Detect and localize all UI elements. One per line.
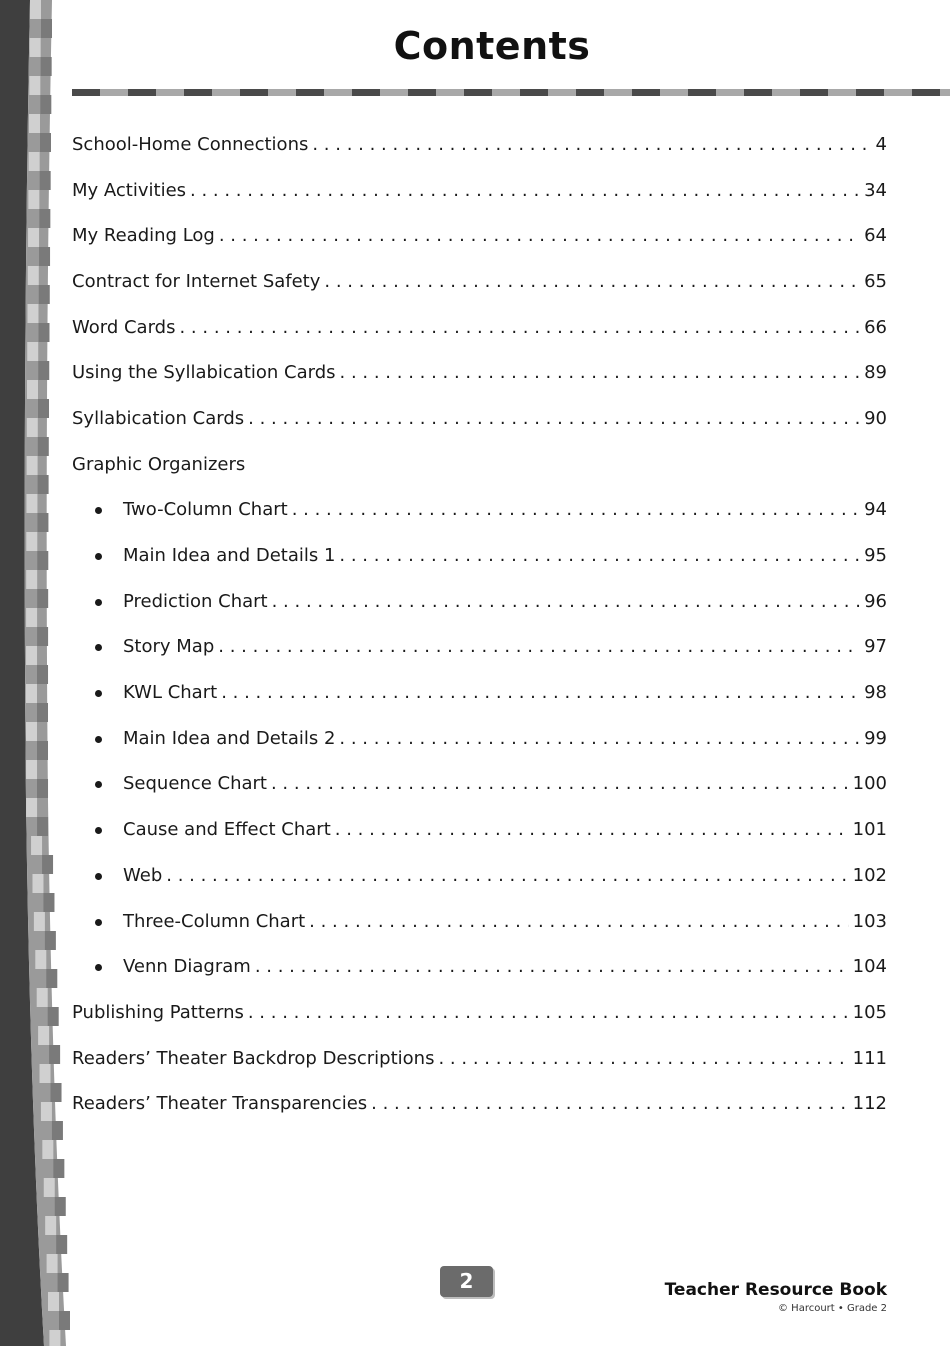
dot-leader bbox=[309, 910, 848, 934]
toc-entry-label: Syllabication Cards bbox=[72, 407, 245, 429]
toc-entry-label: My Activities bbox=[72, 179, 187, 201]
dot-leader bbox=[292, 498, 860, 522]
dot-leader bbox=[248, 407, 860, 431]
toc-entry-label: School-Home Connections bbox=[72, 133, 309, 155]
toc-entry bbox=[72, 990, 887, 1036]
toc-entry-label: Two-Column Chart bbox=[123, 499, 288, 521]
dot-leader bbox=[218, 635, 860, 659]
toc-entry-label: Web bbox=[123, 864, 163, 886]
toc-entry-label: Word Cards bbox=[72, 316, 176, 338]
toc-entry-page: 111 bbox=[852, 1047, 887, 1069]
dot-leader bbox=[272, 590, 860, 614]
toc-entry bbox=[72, 259, 887, 305]
toc-entry bbox=[72, 944, 887, 990]
dot-leader bbox=[312, 133, 871, 157]
toc-entry bbox=[72, 853, 887, 899]
toc-entry-page: 90 bbox=[864, 407, 887, 429]
toc-entry-page: 104 bbox=[852, 956, 887, 978]
toc-entry-label: Readers’ Theater Transparencies bbox=[72, 1093, 368, 1115]
toc-entry-page: 34 bbox=[864, 179, 887, 201]
dot-leader bbox=[371, 1092, 848, 1116]
toc-entry-label: Story Map bbox=[123, 636, 215, 658]
toc-entry bbox=[72, 807, 887, 853]
toc-entry-page: 112 bbox=[852, 1093, 887, 1115]
toc-entry bbox=[72, 213, 887, 259]
copyright-line: © Harcourt • Grade 2 bbox=[778, 1303, 887, 1314]
toc-entry bbox=[72, 350, 887, 396]
toc-entry bbox=[72, 533, 887, 579]
toc-entry-label: Readers’ Theater Backdrop Descriptions bbox=[72, 1047, 435, 1069]
dot-leader bbox=[255, 955, 849, 979]
toc-entry bbox=[72, 396, 887, 442]
toc-entry-page: 66 bbox=[864, 316, 887, 338]
title-divider bbox=[72, 89, 950, 96]
dot-leader bbox=[335, 818, 849, 842]
dot-leader bbox=[221, 681, 860, 705]
toc-entry bbox=[72, 305, 887, 351]
toc-entry-page: 98 bbox=[864, 682, 887, 704]
dot-leader bbox=[340, 361, 861, 385]
toc-entry bbox=[72, 122, 887, 168]
toc-entry-label: Cause and Effect Chart bbox=[123, 819, 331, 841]
toc-entry bbox=[72, 488, 887, 534]
dot-leader bbox=[166, 864, 848, 888]
dot-leader bbox=[179, 316, 860, 340]
table-of-contents bbox=[72, 122, 887, 1127]
dot-leader bbox=[339, 544, 860, 568]
toc-entry-page: 103 bbox=[852, 910, 887, 932]
toc-entry-page: 102 bbox=[852, 864, 887, 886]
toc-entry-page: 89 bbox=[864, 362, 887, 384]
dot-leader bbox=[190, 179, 860, 203]
dot-leader bbox=[248, 1001, 849, 1025]
toc-entry bbox=[72, 625, 887, 671]
toc-entry bbox=[72, 442, 887, 488]
side-binding-strip bbox=[0, 0, 70, 1346]
toc-entry-page: 4 bbox=[875, 133, 887, 155]
toc-entry-page: 101 bbox=[852, 819, 887, 841]
toc-entry-label: Venn Diagram bbox=[123, 956, 251, 978]
toc-entry-page: 96 bbox=[864, 590, 887, 612]
toc-entry bbox=[72, 579, 887, 625]
toc-entry bbox=[72, 716, 887, 762]
toc-entry-label: My Reading Log bbox=[72, 225, 215, 247]
page-number-badge: 2 bbox=[440, 1266, 493, 1297]
toc-entry-label: Graphic Organizers bbox=[72, 453, 246, 475]
toc-entry-label: Using the Syllabication Cards bbox=[72, 362, 336, 384]
toc-entry-label: Main Idea and Details 1 bbox=[123, 545, 336, 567]
toc-entry-label: Main Idea and Details 2 bbox=[123, 727, 336, 749]
toc-entry-label: Prediction Chart bbox=[123, 590, 268, 612]
toc-entry bbox=[72, 1036, 887, 1082]
toc-entry-label: Contract for Internet Safety bbox=[72, 270, 321, 292]
toc-entry-page: 95 bbox=[864, 545, 887, 567]
toc-entry-label: Three-Column Chart bbox=[123, 910, 306, 932]
dot-leader bbox=[324, 270, 860, 294]
dot-leader bbox=[438, 1047, 848, 1071]
toc-entry-label: Publishing Patterns bbox=[72, 1001, 244, 1023]
toc-entry bbox=[72, 1081, 887, 1127]
toc-entry-label: Sequence Chart bbox=[123, 773, 267, 795]
toc-entry bbox=[72, 670, 887, 716]
toc-entry bbox=[72, 168, 887, 214]
book-title: Teacher Resource Book bbox=[664, 1280, 887, 1300]
toc-entry-page: 97 bbox=[864, 636, 887, 658]
dot-leader bbox=[271, 772, 849, 796]
toc-entry-label: KWL Chart bbox=[123, 682, 218, 704]
dot-leader bbox=[219, 224, 860, 248]
toc-entry-page: 94 bbox=[864, 499, 887, 521]
toc-entry bbox=[72, 899, 887, 945]
page-title: Contents bbox=[393, 24, 591, 68]
toc-entry-page: 64 bbox=[864, 225, 887, 247]
toc-entry-page: 105 bbox=[852, 1001, 887, 1023]
toc-entry bbox=[72, 762, 887, 808]
toc-entry-page: 99 bbox=[864, 727, 887, 749]
toc-entry-page: 100 bbox=[852, 773, 887, 795]
toc-entry-page: 65 bbox=[864, 270, 887, 292]
dot-leader bbox=[339, 727, 860, 751]
